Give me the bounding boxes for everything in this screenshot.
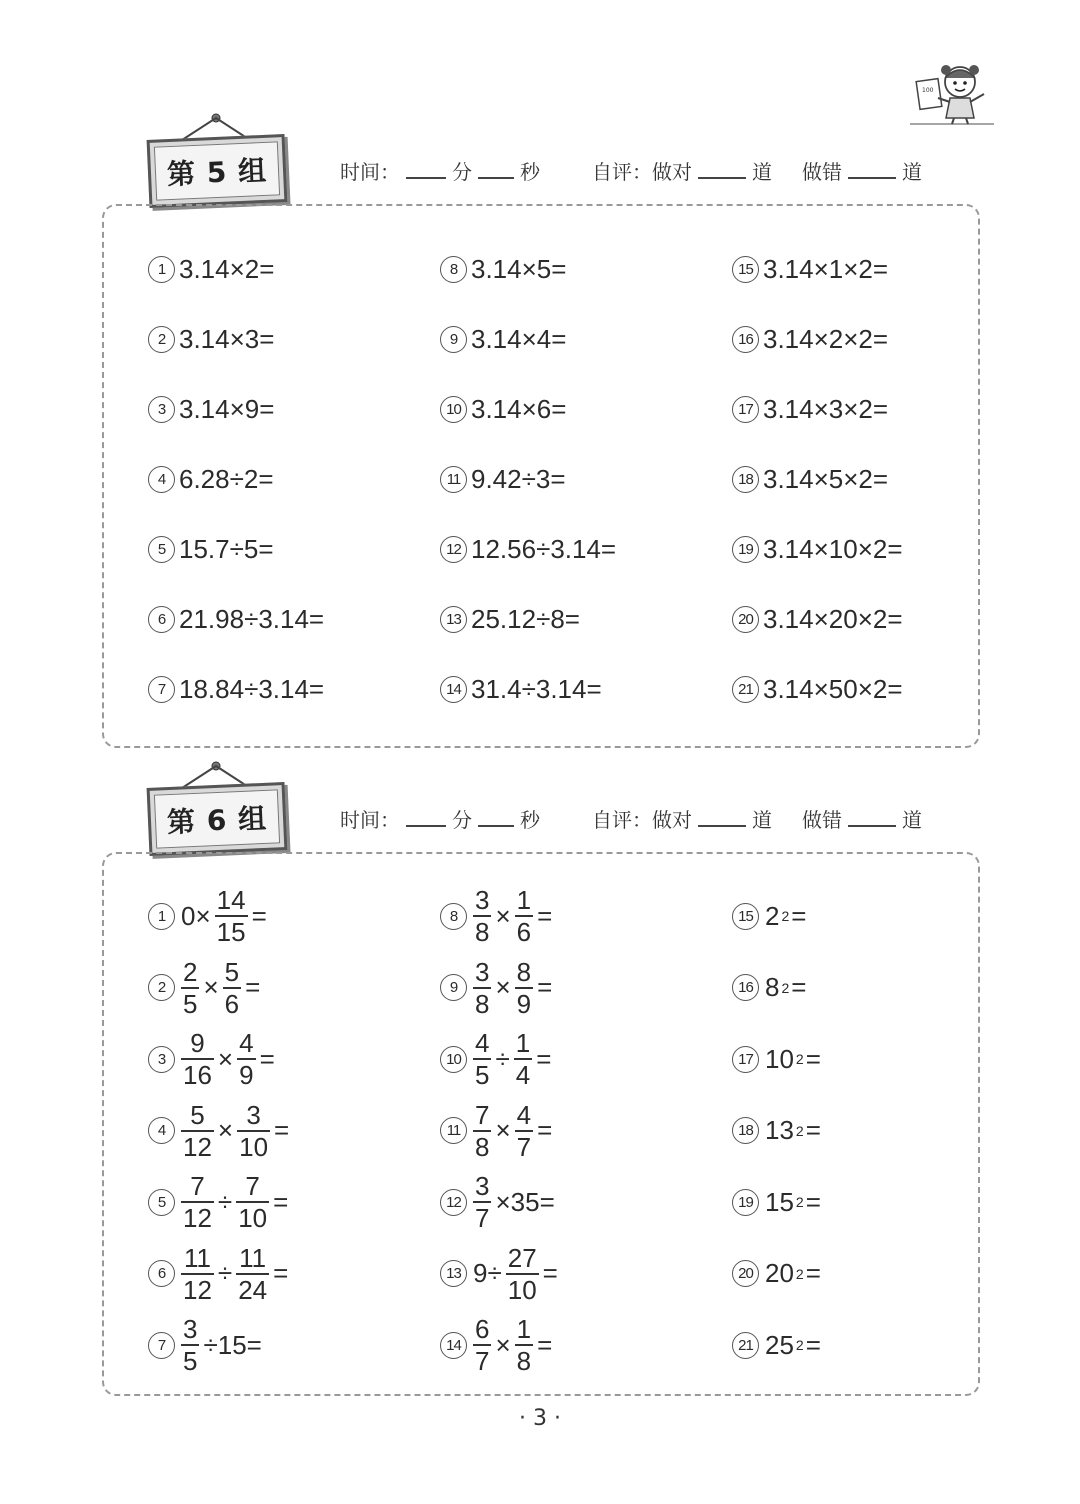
- fraction: [515, 887, 533, 945]
- page-number: · 3 ·: [519, 1406, 561, 1431]
- problem-item: [148, 309, 274, 369]
- problem-number: 10: [440, 396, 467, 423]
- seconds-blank[interactable]: [478, 811, 514, 827]
- denominator: 15: [216, 917, 246, 947]
- numerator: 4: [516, 1099, 532, 1130]
- denominator: 6: [516, 917, 532, 947]
- numerator: 8: [516, 956, 532, 987]
- problem-number: 7: [148, 1332, 175, 1359]
- correct-count-blank[interactable]: [698, 811, 746, 827]
- problem-number: 9: [440, 974, 467, 1001]
- denominator: 9: [516, 988, 532, 1019]
- denominator: 10: [507, 1274, 537, 1305]
- denominator: 8: [475, 1131, 490, 1162]
- fraction: [473, 887, 491, 945]
- problem-item: [440, 519, 616, 579]
- problem-number: 6: [148, 1260, 175, 1287]
- group-6-plaque: [147, 782, 288, 856]
- denominator: 9: [239, 1060, 254, 1090]
- expression-text: =: [273, 1258, 289, 1288]
- problem-item: [440, 659, 602, 719]
- expression-text: ×35=: [495, 1186, 555, 1217]
- expression-text: 2: [765, 900, 780, 931]
- wrong-count-blank[interactable]: [848, 163, 896, 179]
- problem-number: 8: [440, 903, 467, 930]
- problem-item: [148, 1101, 291, 1161]
- denominator: 24: [238, 1274, 268, 1305]
- denominator: 5: [475, 1060, 490, 1090]
- expression-text: ×: [495, 972, 511, 1002]
- problem-item: [732, 659, 903, 719]
- problem-item: 19 15 2 =: [732, 1172, 823, 1232]
- fraction: [473, 1030, 491, 1088]
- correct-count-blank[interactable]: [698, 163, 746, 179]
- expression-text: =: [805, 1258, 821, 1288]
- denominator: 5: [183, 988, 198, 1019]
- problem-expression: 3.14×3×2=: [763, 393, 889, 424]
- problem-number: 18: [732, 1117, 759, 1144]
- problem-number: 16: [732, 326, 759, 353]
- problem-expression: 21.98÷3.14=: [179, 603, 325, 634]
- problem-number: 1: [148, 256, 175, 283]
- fraction: [473, 1099, 491, 1162]
- problem-expression: 18.84÷3.14=: [179, 673, 325, 704]
- problem-expression: 3.14×2=: [179, 253, 275, 284]
- expression-text: =: [274, 1115, 290, 1145]
- fraction: [514, 1030, 532, 1088]
- problem-item: [440, 449, 566, 509]
- fraction: [181, 1316, 199, 1374]
- problem-item: [440, 1101, 554, 1161]
- expression-text: =: [805, 1186, 821, 1217]
- problem-expression: 3.14×3=: [179, 323, 275, 354]
- problem-item: [148, 659, 324, 719]
- problem-expression: 25.12÷8=: [471, 603, 580, 634]
- problem-number: 5: [148, 536, 175, 563]
- fraction: [515, 1099, 533, 1162]
- problem-item: 15 2 2 =: [732, 886, 808, 946]
- problem-number: 2: [148, 974, 175, 1001]
- denominator: 12: [183, 1131, 212, 1162]
- problem-item: 16 8 2 =: [732, 958, 808, 1018]
- problem-number: 3: [148, 1046, 175, 1073]
- fraction: [181, 1173, 214, 1231]
- fraction: [236, 1173, 269, 1231]
- denominator: 8: [516, 1346, 532, 1376]
- problem-item: [148, 379, 274, 439]
- denominator: 6: [224, 988, 240, 1019]
- numerator: 4: [239, 1028, 254, 1058]
- expression-text: =: [542, 1258, 558, 1288]
- expression-text: 10: [765, 1043, 794, 1074]
- problem-item: [732, 239, 888, 299]
- problem-number: 5: [148, 1189, 175, 1216]
- denominator: 12: [183, 1203, 212, 1233]
- numerator: 3: [475, 885, 490, 915]
- denominator: 7: [516, 1131, 532, 1162]
- denominator: 8: [475, 988, 490, 1019]
- numerator: 4: [475, 1028, 490, 1058]
- problem-item: [440, 1244, 560, 1304]
- numerator: 14: [216, 885, 246, 915]
- expression-text: ÷15=: [203, 1329, 262, 1360]
- problem-number: 9: [440, 326, 467, 353]
- problem-number: 8: [440, 256, 467, 283]
- problem-number: 11: [440, 1117, 467, 1144]
- expression-text: 8: [765, 972, 780, 1002]
- denominator: 5: [183, 1346, 198, 1376]
- problem-expression: 3.14×10×2=: [763, 533, 903, 564]
- seconds-blank[interactable]: [478, 163, 514, 179]
- expression-text: =: [251, 900, 267, 931]
- denominator: 8: [475, 917, 490, 947]
- problem-expression: 3.14×5=: [471, 253, 567, 284]
- problem-number: 7: [148, 676, 175, 703]
- problem-number: 13: [440, 606, 467, 633]
- numerator: 1: [516, 885, 532, 915]
- expression-text: =: [791, 972, 807, 1002]
- problem-number: 10: [440, 1046, 467, 1073]
- fraction: [237, 1030, 255, 1088]
- expression-text: =: [537, 1115, 553, 1145]
- problem-expression: 3.14×9=: [179, 393, 275, 424]
- fraction: [515, 956, 533, 1019]
- expression-text: =: [537, 1329, 553, 1360]
- problem-item: [440, 1315, 554, 1375]
- problem-expression: 3.14×20×2=: [763, 603, 903, 634]
- expression-text: ×: [217, 1043, 234, 1074]
- problem-item: [148, 239, 274, 299]
- fraction: [473, 956, 491, 1019]
- problem-number: 2: [148, 326, 175, 353]
- problem-expression: 3.14×5×2=: [763, 463, 889, 494]
- problem-expression: 6.28÷2=: [179, 463, 274, 494]
- expression-text: =: [537, 900, 553, 931]
- problem-item: [732, 379, 888, 439]
- problem-item: [148, 1244, 290, 1304]
- group-5-header: [140, 122, 960, 204]
- numerator: 1: [516, 1314, 532, 1344]
- problem-expression: 3.14×50×2=: [763, 673, 903, 704]
- expression-text: =: [536, 1043, 552, 1074]
- fraction: [515, 1316, 533, 1374]
- numerator: 5: [190, 1099, 205, 1130]
- problem-number: 12: [440, 1189, 467, 1216]
- expression-text: ×: [495, 900, 511, 931]
- problem-item: [148, 1029, 277, 1089]
- denominator: 16: [183, 1060, 212, 1090]
- problem-number: 6: [148, 606, 175, 633]
- problem-item: [440, 309, 566, 369]
- numerator: 11: [183, 1242, 211, 1273]
- numerator: 7: [475, 1099, 490, 1130]
- fraction: [473, 1316, 491, 1374]
- problem-expression: 3.14×2×2=: [763, 323, 889, 354]
- fraction: [473, 1173, 491, 1231]
- fraction: [223, 956, 241, 1019]
- problem-number: 14: [440, 1332, 467, 1359]
- expression-text: =: [805, 1329, 821, 1360]
- minutes-blank[interactable]: [406, 811, 446, 827]
- denominator: 7: [475, 1346, 490, 1376]
- expression-text: ×: [217, 1115, 234, 1145]
- problem-expression: 9.42÷3=: [471, 463, 566, 494]
- denominator: 12: [183, 1274, 212, 1305]
- expression-text: ÷: [217, 1258, 233, 1288]
- problem-number: 3: [148, 396, 175, 423]
- problem-number: 18: [732, 466, 759, 493]
- problem-item: 21 25 2 =: [732, 1315, 823, 1375]
- fraction: [237, 1099, 270, 1162]
- problem-number: 4: [148, 466, 175, 493]
- denominator: 4: [515, 1060, 531, 1090]
- problem-item: [440, 1029, 553, 1089]
- problem-number: 16: [732, 974, 759, 1001]
- problem-number: 15: [732, 256, 759, 283]
- fraction: [181, 956, 199, 1019]
- expression-text: =: [791, 900, 807, 931]
- group-5-problem-box: [102, 204, 980, 748]
- numerator: 7: [190, 1171, 205, 1201]
- expression-text: ×: [495, 1115, 511, 1145]
- numerator: 6: [475, 1314, 490, 1344]
- numerator: 3: [475, 956, 490, 987]
- problem-item: [440, 1172, 557, 1232]
- fraction: [506, 1242, 539, 1305]
- fraction: [215, 887, 248, 945]
- expression-text: ×: [495, 1329, 511, 1360]
- problem-number: 12: [440, 536, 467, 563]
- expression-text: 20: [765, 1258, 794, 1288]
- problem-item: [732, 449, 888, 509]
- problem-number: 20: [732, 606, 759, 633]
- problem-item: [440, 958, 554, 1018]
- denominator: 7: [475, 1203, 490, 1233]
- problem-item: [440, 379, 566, 439]
- fraction: [181, 1030, 214, 1088]
- problem-number: 1: [148, 903, 175, 930]
- problem-item: [440, 589, 580, 649]
- denominator: 10: [239, 1131, 269, 1162]
- expression-text: 15: [765, 1186, 794, 1217]
- problem-expression: 3.14×6=: [471, 393, 567, 424]
- expression-text: 9÷: [473, 1258, 502, 1288]
- numerator: 11: [239, 1242, 267, 1273]
- expression-text: ÷: [217, 1186, 233, 1217]
- expression-text: =: [805, 1115, 821, 1145]
- problem-item: 20 20 2 =: [732, 1244, 823, 1304]
- problem-expression: 15.7÷5=: [179, 533, 274, 564]
- problem-expression: 3.14×4=: [471, 323, 567, 354]
- numerator: 1: [515, 1028, 531, 1058]
- group-6-title: 第 6 组: [154, 789, 280, 848]
- problem-number: 13: [440, 1260, 467, 1287]
- minutes-blank[interactable]: [406, 163, 446, 179]
- problem-item: [440, 886, 554, 946]
- fraction: [181, 1099, 214, 1162]
- numerator: 2: [183, 956, 198, 987]
- problem-item: [732, 309, 888, 369]
- wrong-count-blank[interactable]: [848, 811, 896, 827]
- expression-text: 25: [765, 1329, 794, 1360]
- group-5-plaque: [147, 134, 288, 208]
- expression-text: ÷: [495, 1043, 510, 1074]
- expression-text: 13: [765, 1115, 794, 1145]
- expression-text: =: [805, 1043, 821, 1074]
- problem-item: [732, 589, 903, 649]
- svg-text:100: 100: [922, 87, 934, 94]
- problem-number: 15: [732, 903, 759, 930]
- group-6-meta: 时间： 分 秒 自评：做对 道 做错 道: [340, 808, 922, 832]
- expression-text: =: [537, 972, 553, 1002]
- problem-item: [148, 958, 262, 1018]
- problem-item: 17 10 2 =: [732, 1029, 823, 1089]
- mascot-icon: [908, 58, 996, 128]
- problem-item: [440, 239, 566, 299]
- problem-item: [148, 1172, 290, 1232]
- numerator: 3: [475, 1171, 490, 1201]
- group-6-header: [140, 770, 960, 852]
- expression-text: ×: [203, 972, 219, 1002]
- problem-item: [148, 449, 274, 509]
- problem-number: 20: [732, 1260, 759, 1287]
- numerator: 27: [507, 1242, 537, 1273]
- problem-expression: 31.4÷3.14=: [471, 673, 602, 704]
- problem-number: 19: [732, 1189, 759, 1216]
- numerator: 5: [224, 956, 240, 987]
- problem-number: 19: [732, 536, 759, 563]
- group-5-title: 第 5 组: [154, 141, 280, 200]
- problem-number: 17: [732, 1046, 759, 1073]
- expression-text: =: [259, 1043, 275, 1074]
- problem-number: 21: [732, 676, 759, 703]
- numerator: 3: [183, 1314, 198, 1344]
- problem-number: 4: [148, 1117, 175, 1144]
- problem-item: [148, 886, 269, 946]
- problem-expression: 12.56÷3.14=: [471, 533, 617, 564]
- problem-number: 14: [440, 676, 467, 703]
- problem-number: 11: [440, 466, 467, 493]
- group-6-problem-box: [102, 852, 980, 1396]
- problem-expression: 3.14×1×2=: [763, 253, 889, 284]
- problem-number: 21: [732, 1332, 759, 1359]
- numerator: 3: [246, 1099, 261, 1130]
- numerator: 9: [190, 1028, 205, 1058]
- problem-item: [732, 519, 903, 579]
- problem-item: [148, 589, 324, 649]
- problem-item: [148, 1315, 264, 1375]
- fraction: [236, 1242, 269, 1305]
- problem-item: 18 13 2 =: [732, 1101, 823, 1161]
- problem-number: 17: [732, 396, 759, 423]
- expression-text: =: [245, 972, 261, 1002]
- problem-item: [148, 519, 274, 579]
- numerator: 7: [245, 1171, 260, 1201]
- fraction: [181, 1242, 214, 1305]
- expression-text: 0×: [181, 900, 211, 931]
- expression-text: =: [273, 1186, 289, 1217]
- denominator: 10: [238, 1203, 268, 1233]
- group-5-meta: 时间： 分 秒 自评：做对 道 做错 道: [340, 160, 922, 184]
